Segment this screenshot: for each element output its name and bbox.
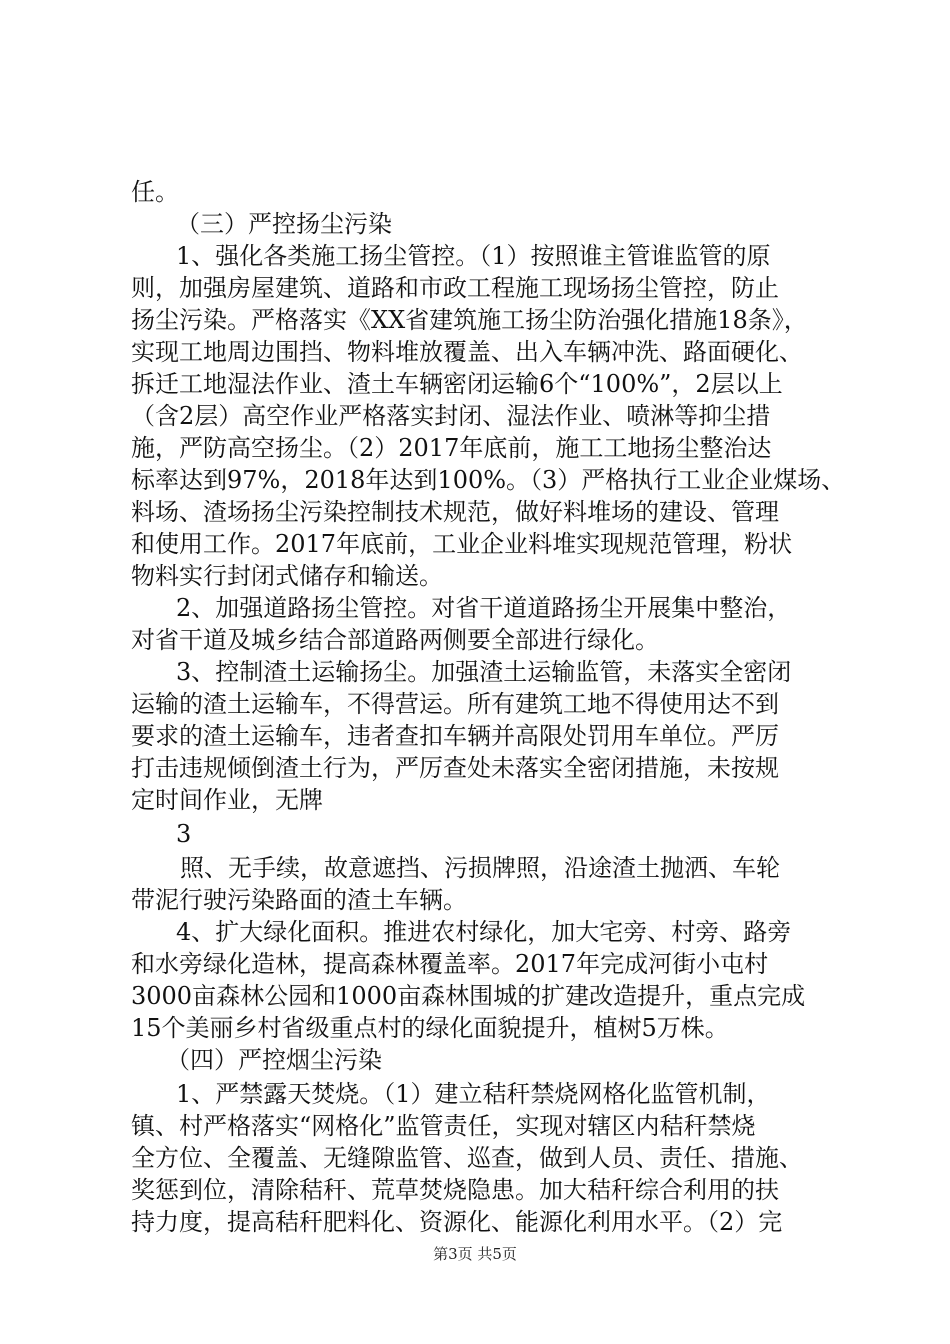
text-line: 带泥行驶污染路面的渣土车辆。 — [131, 886, 467, 914]
text-line: 标率达到97%，2018年达到100%。（3）严格执行工业企业煤场、 — [131, 466, 846, 494]
text-line: 打击违规倾倒渣土行为，严厉查处未落实全密闭措施，未按规 — [131, 754, 779, 782]
text-line: 施，严防高空扬尘。（2）2017年底前，施工工地扬尘整治达 — [131, 434, 772, 462]
text-line: 物料实行封闭式储存和输送。 — [131, 562, 443, 590]
text-line: 镇、村严格落实“网格化”监管责任，实现对辖区内秸秆禁烧 — [131, 1112, 756, 1140]
text-line: 持力度，提高秸秆肥料化、资源化、能源化利用水平。（2）完 — [131, 1208, 783, 1236]
text-line: 和使用工作。2017年底前，工业企业料堆实现规范管理，粉状 — [131, 530, 793, 558]
text-line: （含2层）高空作业严格落实封闭、湿法作业、喷淋等抑尘措 — [131, 402, 771, 430]
text-line: 2、加强道路扬尘管控。对省干道道路扬尘开展集中整治， — [176, 594, 792, 622]
text-line: 1、强化各类施工扬尘管控。（1）按照谁主管谁监管的原 — [176, 242, 771, 270]
text-line: 料场、渣场扬尘污染控制技术规范，做好料堆场的建设、管理 — [131, 498, 779, 526]
text-line: 4、扩大绿化面积。推进农村绿化，加大宅旁、村旁、路旁 — [176, 918, 792, 946]
text-line: 运输的渣土运输车，不得营运。所有建筑工地不得使用达不到 — [131, 690, 779, 718]
text-line: 扬尘污染。严格落实《XX省建筑施工扬尘防治强化措施18条》， — [131, 306, 808, 334]
text-line: 3、控制渣土运输扬尘。加强渣土运输监管，未落实全密闭 — [176, 658, 792, 686]
text-line: 全方位、全覆盖、无缝隙监管、巡查，做到人员、责任、措施、 — [131, 1144, 803, 1172]
text-line: 1、严禁露天焚烧。（1）建立秸秆禁烧网格化监管机制， — [176, 1080, 771, 1108]
text-line: 和水旁绿化造林，提高森林覆盖率。2017年完成河街小屯村 — [131, 950, 769, 978]
text-line: 3000亩森林公园和1000亩森林围城的扩建改造提升，重点完成 — [131, 982, 806, 1010]
text-line: 拆迁工地湿法作业、渣土车辆密闭运输6个“100%”，2层以上 — [131, 370, 783, 398]
section-heading: （四）严控烟尘污染 — [166, 1046, 382, 1074]
text-line: 对省干道及城乡结合部道路两侧要全部进行绿化。 — [131, 626, 659, 654]
text-line: 定时间作业，无牌 — [131, 786, 323, 814]
page-footer: 第3页 共5页 — [433, 1245, 517, 1263]
text-line: 任。 — [131, 178, 179, 206]
text-line: 照、无手续，故意遮挡、污损牌照，沿途渣土抛洒、车轮 — [180, 854, 780, 882]
text-line: 则，加强房屋建筑、道路和市政工程施工现场扬尘管控，防止 — [131, 274, 779, 302]
section-heading: （三）严控扬尘污染 — [176, 210, 392, 238]
page-number-marker: 3 — [176, 820, 192, 848]
text-line: 奖惩到位，清除秸秆、荒草焚烧隐患。加大秸秆综合利用的扶 — [131, 1176, 779, 1204]
text-line: 要求的渣土运输车，违者查扣车辆并高限处罚用车单位。严厉 — [131, 722, 779, 750]
text-line: 15个美丽乡村省级重点村的绿化面貌提升，植树5万株。 — [131, 1014, 729, 1042]
text-line: 实现工地周边围挡、物料堆放覆盖、出入车辆冲洗、路面硬化、 — [131, 338, 803, 366]
